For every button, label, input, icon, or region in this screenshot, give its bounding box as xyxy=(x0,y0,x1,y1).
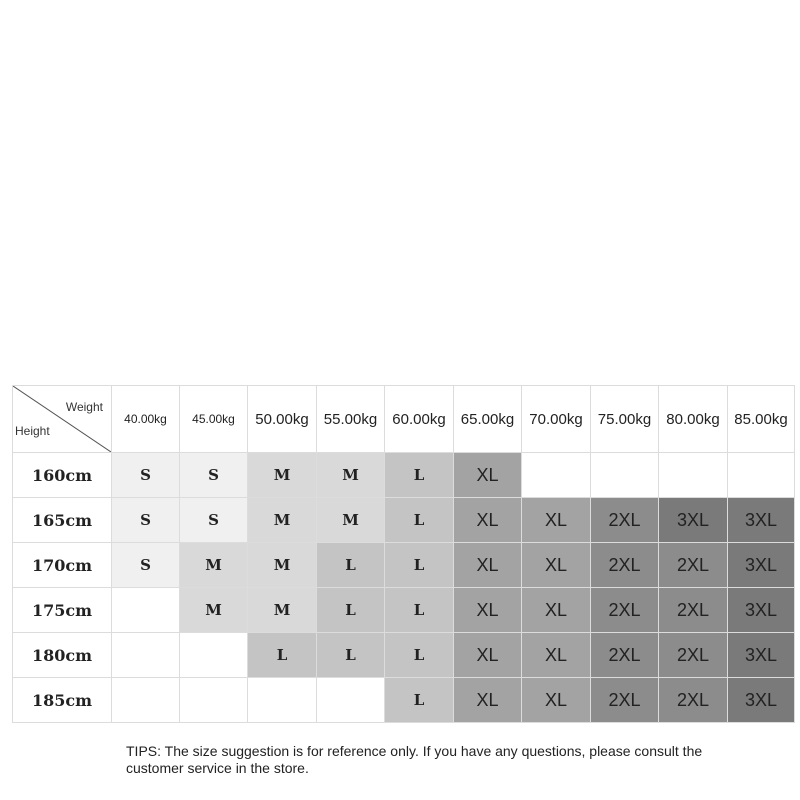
table-row xyxy=(13,678,795,723)
size-chart-table xyxy=(12,385,795,723)
size-cell: 2XL xyxy=(659,588,728,633)
size-cell: XL xyxy=(522,633,591,678)
size-cell: S xyxy=(112,498,180,543)
size-cell: M xyxy=(248,588,317,633)
size-cell xyxy=(248,678,317,723)
size-cell: L xyxy=(385,453,454,498)
height-header: 170cm xyxy=(13,543,112,588)
height-header: 165cm xyxy=(13,498,112,543)
size-cell xyxy=(522,453,591,498)
weight-header: 65.00kg xyxy=(454,386,522,453)
size-cell: XL xyxy=(522,588,591,633)
size-cell: XL xyxy=(454,678,522,723)
weight-header: 40.00kg xyxy=(112,386,180,453)
weight-header: 60.00kg xyxy=(385,386,454,453)
table-row xyxy=(13,588,795,633)
weight-header: 50.00kg xyxy=(248,386,317,453)
size-cell: XL xyxy=(454,453,522,498)
size-cell: 3XL xyxy=(728,498,795,543)
size-cell: 2XL xyxy=(591,543,659,588)
size-cell: 2XL xyxy=(591,633,659,678)
size-cell: L xyxy=(385,633,454,678)
size-cell: M xyxy=(180,543,248,588)
size-cell: 3XL xyxy=(728,543,795,588)
table-corner-cell xyxy=(13,386,112,453)
size-cell: L xyxy=(317,633,385,678)
size-cell: 3XL xyxy=(728,678,795,723)
weight-header-row xyxy=(13,386,795,453)
size-cell xyxy=(180,678,248,723)
table-row xyxy=(13,498,795,543)
size-cell xyxy=(728,453,795,498)
weight-header: 80.00kg xyxy=(659,386,728,453)
height-header: 175cm xyxy=(13,588,112,633)
size-cell: 3XL xyxy=(728,633,795,678)
size-cell: XL xyxy=(522,498,591,543)
diagonal-divider xyxy=(13,386,111,452)
size-cell: 2XL xyxy=(591,588,659,633)
size-cell: L xyxy=(248,633,317,678)
size-cell: L xyxy=(385,498,454,543)
weight-header: 45.00kg xyxy=(180,386,248,453)
size-cell xyxy=(112,588,180,633)
size-cell: S xyxy=(112,543,180,588)
size-cell: 2XL xyxy=(659,678,728,723)
size-cell: S xyxy=(112,453,180,498)
size-cell: M xyxy=(248,498,317,543)
size-cell: XL xyxy=(454,633,522,678)
size-cell: 2XL xyxy=(591,678,659,723)
size-cell: S xyxy=(180,453,248,498)
weight-axis-label: Weight xyxy=(65,400,103,414)
size-cell: L xyxy=(385,543,454,588)
height-header: 185cm xyxy=(13,678,112,723)
size-cell: XL xyxy=(454,588,522,633)
height-header: 180cm xyxy=(13,633,112,678)
weight-header: 55.00kg xyxy=(317,386,385,453)
size-cell: L xyxy=(317,543,385,588)
size-cell: 3XL xyxy=(659,498,728,543)
weight-header: 70.00kg xyxy=(522,386,591,453)
size-cell: M xyxy=(317,453,385,498)
size-cell: 2XL xyxy=(591,498,659,543)
size-cell xyxy=(317,678,385,723)
size-cell: XL xyxy=(454,498,522,543)
size-cell xyxy=(180,633,248,678)
size-cell: M xyxy=(317,498,385,543)
size-cell: XL xyxy=(454,543,522,588)
height-axis-label: Height xyxy=(15,424,50,438)
size-cell: M xyxy=(248,543,317,588)
size-cell: L xyxy=(317,588,385,633)
size-cell xyxy=(659,453,728,498)
table-row xyxy=(13,543,795,588)
size-cell: 3XL xyxy=(728,588,795,633)
size-cell: M xyxy=(248,453,317,498)
height-header: 160cm xyxy=(13,453,112,498)
table-row xyxy=(13,453,795,498)
size-chart-body xyxy=(13,453,795,723)
tips-note: TIPS: The size suggestion is for reference only. If you have any questions, please consult the customer service in the store. xyxy=(126,743,703,776)
weight-header: 75.00kg xyxy=(591,386,659,453)
size-cell xyxy=(112,678,180,723)
size-cell: XL xyxy=(522,678,591,723)
size-cell: L xyxy=(385,588,454,633)
size-cell: L xyxy=(385,678,454,723)
size-cell xyxy=(112,633,180,678)
size-cell: 2XL xyxy=(659,633,728,678)
table-row xyxy=(13,633,795,678)
weight-header: 85.00kg xyxy=(728,386,795,453)
size-cell xyxy=(591,453,659,498)
size-cell: XL xyxy=(522,543,591,588)
size-cell: S xyxy=(180,498,248,543)
size-cell: 2XL xyxy=(659,543,728,588)
size-cell: M xyxy=(180,588,248,633)
